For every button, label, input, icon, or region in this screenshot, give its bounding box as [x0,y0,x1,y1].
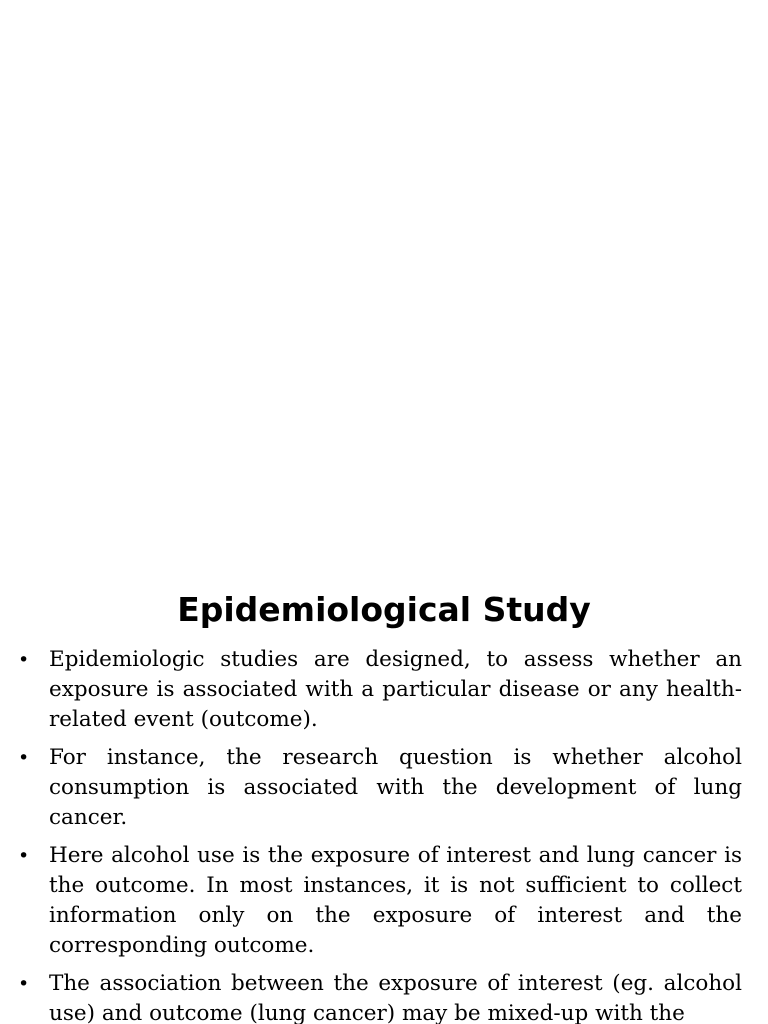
bullet-text: Epidemiologic studies are designed, to assess whether an exposure is associated with a particular disease or any health-related event (outcome). [49,647,742,732]
bullet-item [18,743,742,833]
bullet-text: The association between the exposure of interest (eg. alcohol use) and outcome (lung cancer) may be mixed-up with the [49,971,742,1024]
bullet-text: For instance, the research question is whether alcohol consumption is associated with the development of lung cancer. [49,745,742,830]
bullet-item [18,841,742,961]
bullet-item [18,969,742,1024]
bullet-list [18,645,742,1024]
bullet-icon: • [18,747,30,769]
bullet-icon: • [18,845,30,867]
slide-title: Epidemiological Study [177,590,591,629]
bullet-icon: • [18,973,30,995]
bullet-text: Here alcohol use is the exposure of interest and lung cancer is the outcome. In most instances, it is not sufficient to collect information only on the exposure of interest and the corresponding outcome. [49,843,742,958]
bullet-icon: • [18,649,30,671]
bullet-item [18,645,742,735]
